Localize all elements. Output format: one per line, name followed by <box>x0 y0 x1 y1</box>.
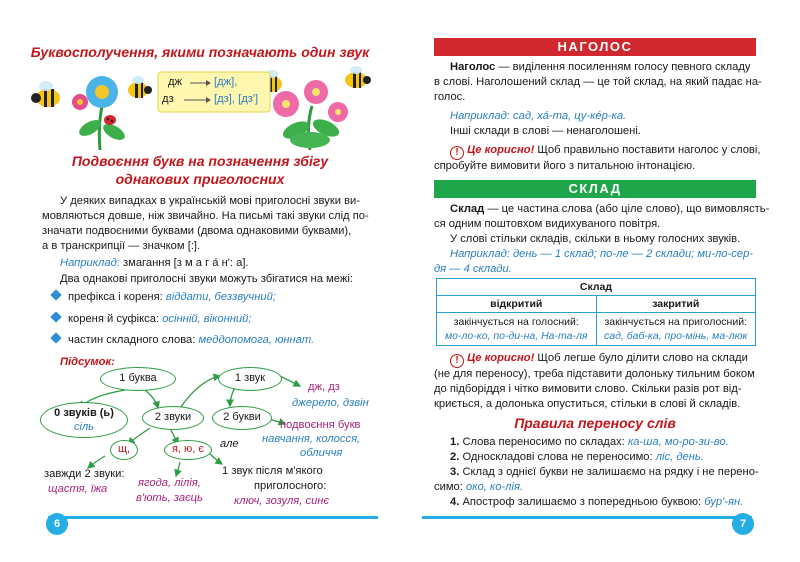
boundary-intro: Два однакові приголосні звуки можуть збігатися на межі: <box>60 273 353 285</box>
node-doubling: подвоєння букв <box>280 419 361 431</box>
bees-flowers-illustration <box>20 66 380 150</box>
useful-tip-2-line4: криється, а долонька опуститься, стільки в слові й складів. <box>434 398 741 410</box>
node-doubling-examples-2: обличчя <box>300 447 343 459</box>
useful-tip-2: ! Це корисно! Щоб легше було ділити слово на склади <box>450 351 748 368</box>
useful-tip-1: ! Це корисно! Щоб правильно поставити наголос у слові, <box>450 143 760 160</box>
para-doubling-1: У деяких випадках в українській мові приголосні звуки ви- <box>60 195 360 207</box>
digraph-dzh: дж <box>168 76 183 88</box>
heading-doubling-2: однакових приголосних <box>115 171 285 187</box>
table-cell-open: закінчується на голосний: мо-ло-ко, по-ди-на, На-та-ля <box>437 313 597 346</box>
node-iotated: я, ю, є <box>164 440 212 460</box>
useful-tip-1-cont: спробуйте вимовити його з питальною інтонацією. <box>434 160 696 172</box>
bottom-rule-right <box>422 516 752 519</box>
syllable-count: У слові стільки складів, скільки в ньому голосних звуків. <box>450 233 741 245</box>
node-zero-sounds: 0 звуків (ь) сіль <box>40 402 128 438</box>
table-header: Склад <box>437 279 756 296</box>
right-page <box>400 0 800 562</box>
node-ale: але <box>220 438 239 450</box>
table-cell-closed: закінчується на приголосний: сад, баб-ка, про-мінь, ма-люк <box>596 313 756 346</box>
syllable-example: Наприклад: день — 1 склад; по-ле — 2 склади; ми-ло-сер- <box>450 248 754 260</box>
rule-item-cont: симо: око, ко-лія. <box>434 481 524 493</box>
table-col-open: відкритий <box>437 296 597 313</box>
bottom-rule-left <box>48 516 378 519</box>
node-soft-examples: ключ, зозуля, синє <box>234 495 329 507</box>
stress-example: Наприклад: сад, ха́-та, цу-кéр-ка. <box>450 110 627 122</box>
node-doubling-examples-1: навчання, колосся, <box>262 433 361 445</box>
digraph-dzh-sound: [дж], <box>214 76 238 88</box>
table-col-closed: закритий <box>596 296 756 313</box>
heading-transfer-rules: Правила переносу слів <box>514 415 676 431</box>
rule-item: 2. Односкладові слова не переносимо: ліс, день. <box>450 451 704 463</box>
stress-term: Наголос <box>450 61 496 73</box>
bar-syllable: СКЛАД <box>434 180 756 198</box>
exclamation-icon: ! <box>450 354 464 368</box>
bullet-item: префікса і кореня: віддати, беззвучний; <box>52 290 276 305</box>
node-dzh-examples: джерело, дзвін <box>292 397 369 409</box>
bullet-item: кореня й суфікса: осінній, віконний; <box>52 312 251 327</box>
para-doubling-3: значати подвоєними буквами (двома однаковими буквами), <box>42 225 352 237</box>
example-label: Наприклад: <box>60 257 120 269</box>
heading-doubling-1: Подвоєння букв на позначення збігу <box>71 153 329 169</box>
syllable-def-2: ся одним поштовхом видихуваного повітря. <box>434 218 661 230</box>
para-doubling-4: а в транскрипції — значком [:]. <box>42 240 201 252</box>
summary-label: Підсумок: <box>60 356 115 368</box>
node-dzh-dz: дж, дз <box>308 381 340 393</box>
node-two-sounds: 2 звуки <box>142 406 204 430</box>
useful-tip-2-line2: (не для переносу), треба підставити долоньку тильним боком <box>434 368 755 380</box>
heading-digraphs: Буквосполучення, якими позначають один звук <box>30 44 370 60</box>
page-number-right: 7 <box>732 513 754 535</box>
bullet-diamond-icon <box>50 289 61 300</box>
node-shch: щ, <box>110 440 138 460</box>
syllable-example-2: дя — 4 склади. <box>434 263 512 275</box>
useful-tip-2-line3: до підборіддя і чітко вимовити слово. Скільки разів рот від- <box>434 383 742 395</box>
node-iotated-examples-2: в'ють, заєць <box>136 492 203 504</box>
node-soft-rule-2: приголосного: <box>254 480 327 492</box>
bullet-diamond-icon <box>50 332 61 343</box>
syllable-term: Склад <box>450 203 485 215</box>
node-two-letters: 2 букви <box>212 406 272 430</box>
node-iotated-examples-1: ягода, лілія, <box>138 477 201 489</box>
rule-item: 1. Слова переносимо по складах: ка-ша, мо-ро-зи-во. <box>450 436 729 448</box>
stress-def-3: голос. <box>434 91 466 103</box>
node-always-two-examples: щастя, їжа <box>48 483 108 495</box>
para-doubling-2: мовляються довше, ніж звичайно. На письмі такі звуки слід по- <box>42 210 369 222</box>
syllable-def-1: Склад — це частина слова (або ціле слово), що вимовлясть- <box>450 203 770 215</box>
bar-stress: НАГОЛОС <box>434 38 756 56</box>
rule-item: 4. Апостроф залишаємо з попередньою буквою: бур'-ян. <box>450 496 744 508</box>
exclamation-icon: ! <box>450 146 464 160</box>
stress-other: Інші склади в слові — ненаголошені. <box>450 125 641 137</box>
stress-def-2: в слові. Наголошений склад — це той склад, на який падає на- <box>434 76 762 88</box>
rule-item: 3. Склад з однієї букви не залишаємо на рядку і не перено- <box>450 466 759 478</box>
node-soft-rule-1: 1 звук після м'якого <box>222 465 323 477</box>
node-always-two: завжди 2 звуки: <box>44 468 125 480</box>
node-one-sound: 1 звук <box>218 367 282 391</box>
digraph-dz-sound: [дз], [дз'] <box>214 93 259 105</box>
node-one-letter: 1 буква <box>100 367 176 391</box>
syllable-table <box>436 278 756 346</box>
bullet-item: частин складного слова: меддопомога, юннат. <box>52 333 314 348</box>
stress-def-1: Наголос — виділення посиленням голосу певного складу <box>450 61 751 73</box>
digraph-dz: дз <box>162 93 174 105</box>
example-text: змагання [з м а г а́ н': а]. <box>119 257 249 269</box>
bullet-diamond-icon <box>50 311 61 322</box>
page-number-left: 6 <box>46 513 68 535</box>
example-line <box>60 256 249 271</box>
